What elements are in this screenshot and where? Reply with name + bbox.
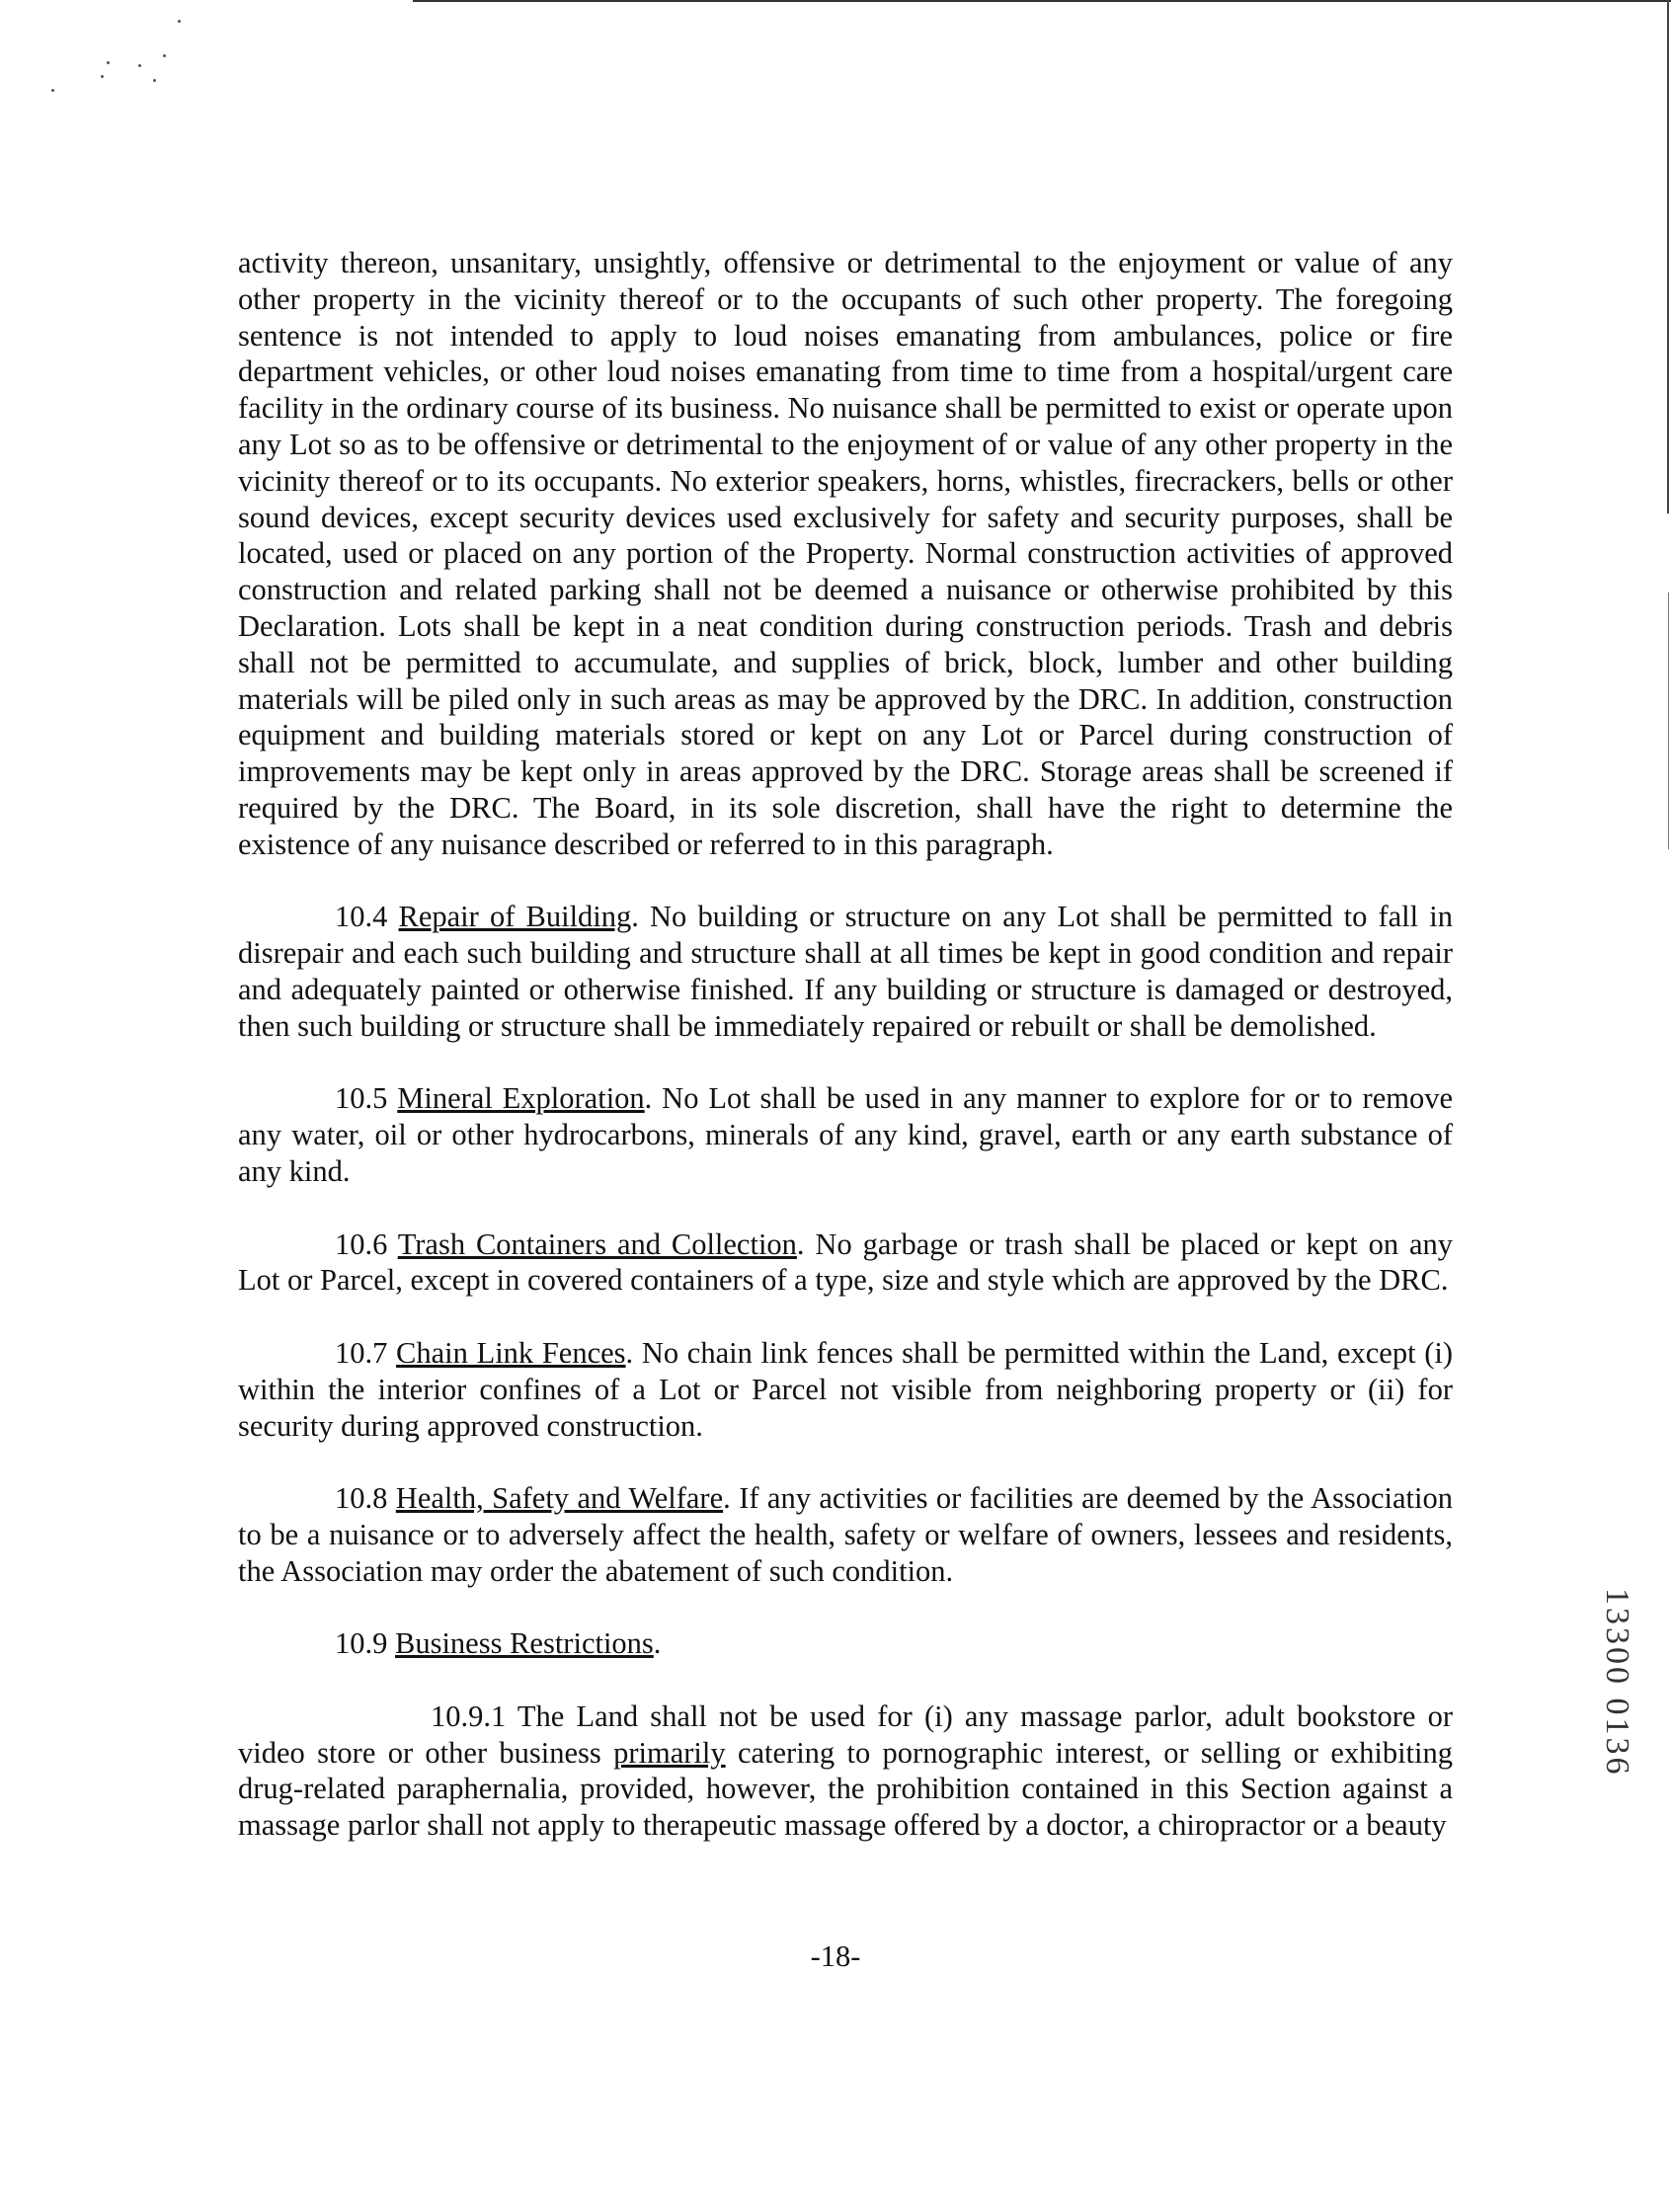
section-heading: Chain Link Fences — [396, 1335, 626, 1370]
section-text: If any activities or facilities are deemed by the Association to be a nuisance or to adversely affect the health, safety or welfare of owners, lessees and residents, the Association may order the abatement of such condition. — [238, 1481, 1453, 1588]
page-number: -18- — [810, 1939, 861, 1973]
nuisance-paragraph: activity thereon, unsanitary, unsightly, offensive or detrimental to the enjoyment or value of any other property in the vicinity thereof or to the occupants of such other property. The foregoing sentence is not intended to apply to loud noises emanating from ambulances, police or fire department vehicles, or other loud noises emanating from time to time from a hospital/urgent care facility in the ordinary course of its business. No nuisance shall be permitted to exist or operate upon any Lot so as to be offensive or detrimental to the enjoyment of or value of any other property in the vicinity thereof or to its occupants. No exterior speakers, horns, whistles, firecrackers, bells or other sound devices, except security devices used exclusively for safety and security purposes, shall be located, used or placed on any portion of the Property. Normal construction activities of approved construction and related parking shall not be deemed a nuisance or otherwise prohibited by this Declaration. Lots shall be kept in a neat condition during construction periods. Trash and debris shall not be permitted to accumulate, and supplies of brick, block, lumber and other building materials will be piled only in such areas as may be approved by the DRC. In addition, construction equipment and building materials stored or kept on any Lot or Parcel during construction of improvements may be kept only in areas approved by the DRC. Storage areas shall be screened if required by the DRC. The Board, in its sole discretion, shall have the right to determine the existence of any nuisance described or referred to in this paragraph. — [238, 246, 1453, 861]
section-text: No building or structure on any Lot shall be permitted to fall in disrepair and each such building and structure shall at all times be kept in good condition and repair and adequately painted or otherwise finished. If any building or structure is damaged or destroyed, then such building or structure shall be immediately repaired or rebuilt or shall be demolished. — [238, 900, 1453, 1043]
underlined-word: primarily — [613, 1735, 726, 1770]
section-10-7: 10.7 Chain Link Fences. No chain link fences shall be permitted within the Land, except (i) within the interior confines of a Lot or Parcel not visible from neighboring property or (ii) for security during approved construction. — [238, 1335, 1454, 1443]
section-heading: Repair of Building — [398, 900, 632, 934]
speck — [163, 54, 166, 57]
section-text: No garbage or trash shall be placed or kept on any Lot or Parcel, except in covered containers of a type, size and style which are approved by the DRC. — [238, 1226, 1454, 1298]
section-heading: Business Restrictions — [395, 1626, 654, 1661]
scan-specks — [40, 10, 188, 99]
section-10-6: 10.6 Trash Containers and Collection. No garbage or trash shall be placed or kept on any Lot or Parcel, except in covered containers of a type, size and style which are approved by the DRC. — [238, 1226, 1454, 1298]
section-10-9: 10.9 Business Restrictions. — [335, 1626, 662, 1661]
section-text: No chain link fences shall be permitted within the Land, except (i) within the interior confines of a Lot or Parcel not visible from neighboring property or (ii) for security during approved construction. — [238, 1335, 1454, 1443]
section-number: 10.8 — [335, 1481, 388, 1516]
section-10-8: 10.8 Health, Safety and Welfare. If any activities or facilities are deemed by the Association to be a nuisance or to adversely affect the health, safety or welfare of owners, lessees and residents, the Association may order the abatement of such condition. — [238, 1481, 1453, 1588]
section-text: No Lot shall be used in any manner to explore for or to remove any water, oil or other hydrocarbons, minerals of any kind, gravel, earth or any earth substance of any kind. — [238, 1081, 1453, 1188]
section-heading: Trash Containers and Collection — [397, 1226, 797, 1261]
section-number: 10.6 — [335, 1226, 388, 1261]
section-number: 10.4 — [335, 900, 388, 934]
section-10-9-1 — [238, 1698, 1453, 1844]
section-heading: Mineral Exploration — [397, 1081, 645, 1116]
subsection-number: 10.9.1 — [431, 1698, 507, 1733]
speck — [101, 75, 104, 78]
scan-edge-right — [1667, 0, 1669, 514]
document-body — [238, 245, 1453, 1844]
recording-stamp-number: 13300 0136 — [1599, 1588, 1635, 1778]
subsection-text-continued: catering to pornographic interest, or selling or exhibiting drug-related paraphernalia, provided, however, the prohibition contained in this Section against a massage parlor shall not apply to therapeutic massage offered by a doctor, a chiropractor or a beauty — [238, 1735, 1453, 1843]
speck — [178, 20, 181, 23]
scan-edge-right-lower — [1668, 592, 1669, 849]
section-heading: Health, Safety and Welfare — [395, 1481, 724, 1516]
section-10-5: 10.5 Mineral Exploration. No Lot shall be used in any manner to explore for or to remove any water, oil or other hydrocarbons, minerals of any kind, gravel, earth or any earth substance of any kind. — [238, 1081, 1453, 1188]
section-number: 10.5 — [335, 1081, 388, 1116]
scan-edge-top — [413, 0, 1671, 2]
speck — [153, 79, 156, 82]
speck — [107, 61, 110, 64]
section-number: 10.7 — [335, 1335, 388, 1370]
subsection-text: The Land shall not be used for (i) any massage parlor, adult bookstore or video store or other business — [238, 1698, 1454, 1770]
section-10-4: 10.4 Repair of Building. No building or structure on any Lot shall be permitted to fall in disrepair and each such building and structure shall at all times be kept in good condition and repair and adequately painted or otherwise finished. If any building or structure is damaged or destroyed, then such building or structure shall be immediately repaired or rebuilt or shall be demolished. — [238, 900, 1453, 1043]
speck — [138, 64, 141, 67]
section-number: 10.9 — [335, 1626, 388, 1661]
speck — [51, 89, 54, 92]
side-stamp — [1600, 1588, 1639, 1884]
